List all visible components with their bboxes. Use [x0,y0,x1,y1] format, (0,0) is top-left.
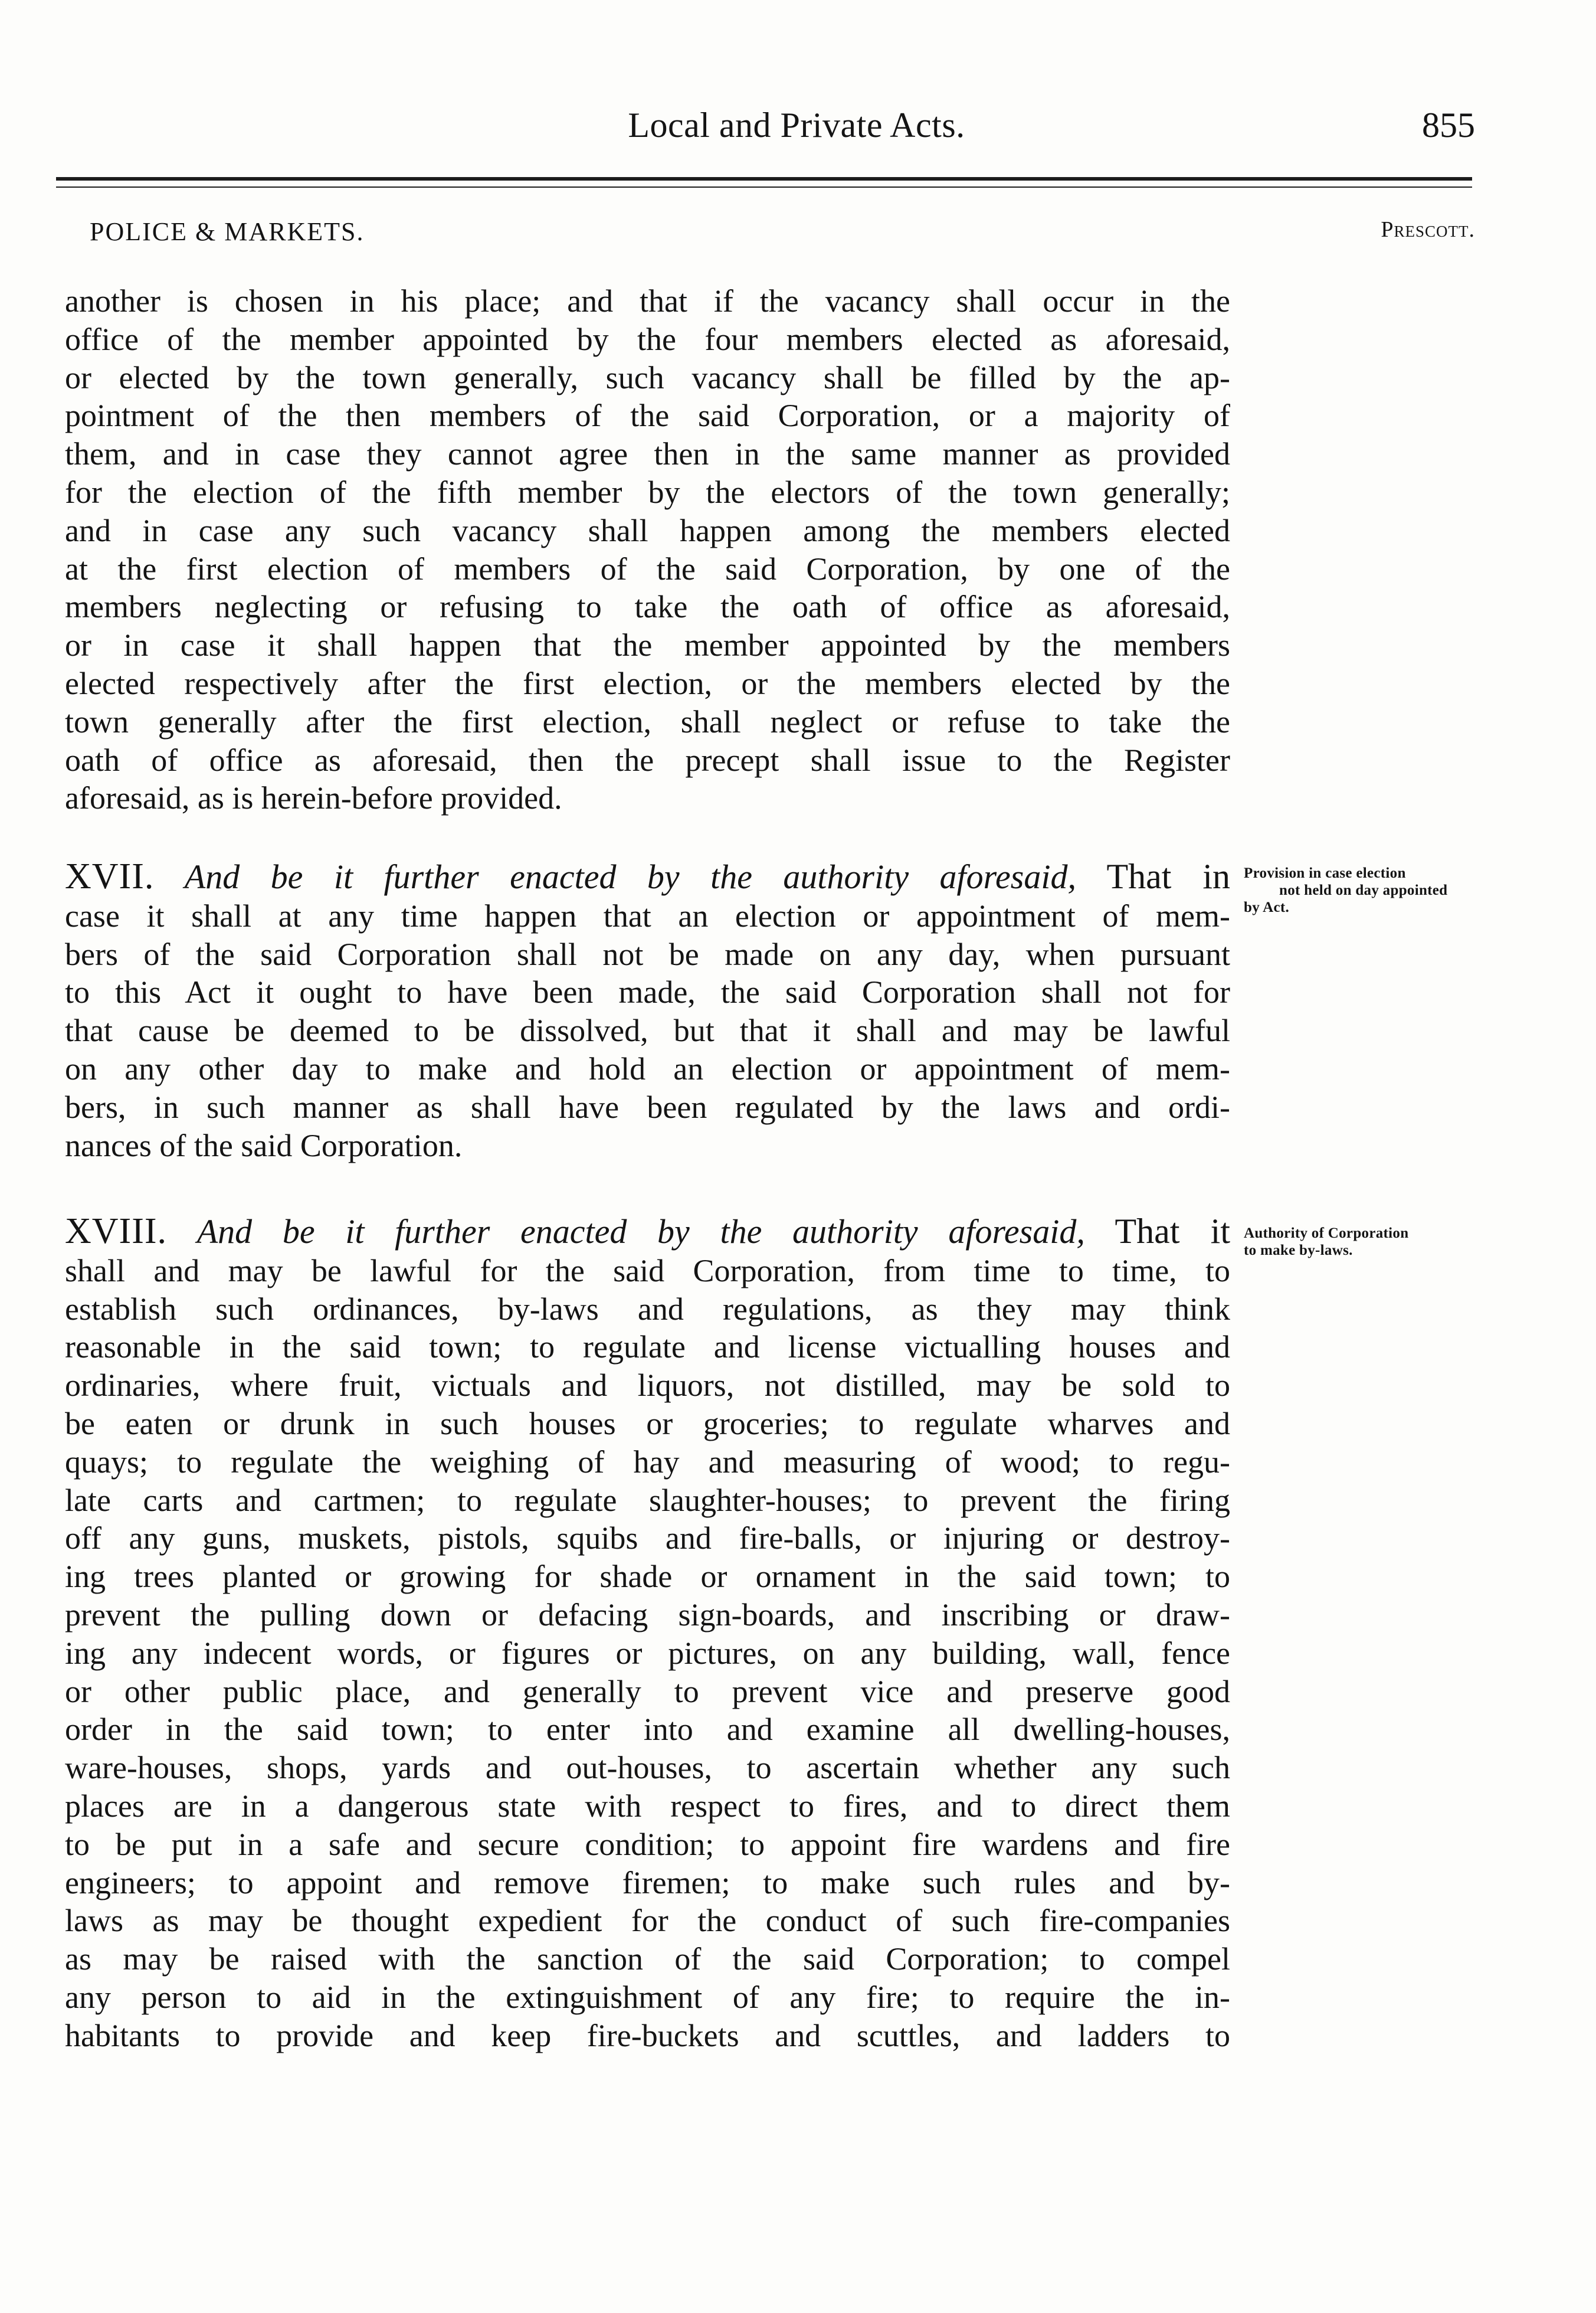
lead-word: That it [1115,1212,1231,1251]
text-line: as may be raised with the sanction of the said Corporation; to compel [65,1941,1230,1977]
text-line: office of the member appointed by the four members elected as aforesaid, [65,321,1230,357]
text-line: or in case it shall happen that the member appointed by the members [65,627,1230,663]
margin-note-xviii [1244,1225,1486,1259]
text-line: to be put in a safe and secure condition; to appoint fire wardens and fire [65,1826,1230,1862]
text-line: on any other day to make and hold an election or appointment of mem- [65,1051,1230,1087]
text-line: places are in a dangerous state with respect to fires, and to direct them [65,1788,1230,1824]
margin-note-line: not held on day appointed [1279,882,1448,898]
text-line: late carts and cartmen; to regulate slaughter-houses; to prevent the firing [65,1482,1230,1518]
text-line: to this Act it ought to have been made, the said Corporation shall not for [65,974,1230,1010]
text-line: or elected by the town generally, such vacancy shall be filled by the ap- [65,359,1230,395]
text-line: bers of the said Corporation shall not be made on any day, when pursuant [65,936,1230,972]
text-line: and in case any such vacancy shall happen among the members elected [65,512,1230,548]
text-line: at the first election of members of the said Corporation, by one of the [65,551,1230,587]
text-line: off any guns, muskets, pistols, squibs and fire-balls, or injuring or destroy- [65,1520,1230,1556]
margin-note-line: Authority of Corporation [1244,1225,1409,1241]
text-line: establish such ordinances, by-laws and regulations, as they may think [65,1291,1230,1327]
page-number: 855 [1422,106,1475,145]
text-line: bers, in such manner as shall have been regulated by the laws and ordi- [65,1089,1230,1125]
enacting-clause: And be it further enacted by the authority aforesaid, [184,858,1076,896]
text-line: oath of office as aforesaid, then the precept shall issue to the Register [65,742,1230,778]
header-rule-thin [56,187,1472,188]
section-xviii [65,1212,1230,2055]
text-line: order in the said town; to enter into and examine all dwelling-houses, [65,1712,1230,1748]
section-xvii-lead-line [65,858,1230,897]
margin-note-xvii [1244,865,1486,916]
text-line: ware-houses, shops, yards and out-houses, to ascertain whether any such [65,1750,1230,1786]
lead-word: That in [1106,857,1231,896]
text-line: shall and may be lawful for the said Corporation, from time to time, to [65,1252,1230,1288]
text-line: case it shall at any time happen that an election or appointment of mem- [65,898,1230,934]
text-line: them, and in case they cannot agree then in the same manner as provided [65,436,1230,472]
text-line: elected respectively after the first election, or the members elected by the [65,665,1230,701]
text-line: town generally after the first election, shall neglect or refuse to take the [65,704,1230,740]
text-line: members neglecting or refusing to take the oath of office as aforesaid, [65,589,1230,625]
running-header-title: Local and Private Acts. [628,106,965,145]
text-line: reasonable in the said town; to regulate and license victualling houses and [65,1329,1230,1365]
section-number: XVII. [65,856,155,897]
section-xvii [65,858,1230,1164]
text-line: any person to aid in the extinguishment of any fire; to require the in- [65,1979,1230,2015]
text-line: laws as may be thought expedient for the conduct of such fire-companies [65,1903,1230,1939]
text-line: another is chosen in his place; and that if the vacancy shall occur in the [65,283,1230,319]
text-line: be eaten or drunk in such houses or groceries; to regulate wharves and [65,1405,1230,1441]
text-line: nances of the said Corporation. [65,1127,463,1163]
text-line: quays; to regulate the weighing of hay and measuring of wood; to regu- [65,1444,1230,1480]
text-line: ing trees planted or growing for shade or ornament in the said town; to [65,1559,1230,1595]
text-line: habitants to provide and keep fire-buckets and scuttles, and ladders to [65,2017,1230,2053]
text-line: for the election of the fifth member by the electors of the town generally; [65,474,1230,510]
section-xviii-lead-line [65,1212,1230,1252]
text-line: or other public place, and generally to prevent vice and preserve good [65,1673,1230,1709]
section-heading-left: POLICE & MARKETS. [90,217,365,246]
paragraph-continued [65,282,1230,817]
margin-note-line: Provision in case election [1244,865,1406,881]
text-line: that cause be deemed to be dissolved, but that it shall and may be lawful [65,1013,1230,1049]
section-number: XVIII. [65,1211,167,1251]
margin-note-line: to make by-laws. [1244,1242,1353,1258]
section-heading-right: Prescott. [1381,217,1475,242]
text-line: pointment of the then members of the said Corporation, or a majority of [65,398,1230,434]
text-line: engineers; to appoint and remove firemen; to make such rules and by- [65,1864,1230,1900]
enacting-clause: And be it further enacted by the authority aforesaid, [196,1212,1085,1251]
text-line: ordinaries, where fruit, victuals and liquors, not distilled, may be sold to [65,1367,1230,1403]
text-line: prevent the pulling down or defacing sign-boards, and inscribing or draw- [65,1596,1230,1632]
margin-note-line: by Act. [1244,899,1290,915]
text-line: ing any indecent words, or figures or pictures, on any building, wall, fence [65,1635,1230,1671]
header-rule-thick [56,177,1472,181]
text-line: aforesaid, as is herein-before provided. [65,780,562,816]
